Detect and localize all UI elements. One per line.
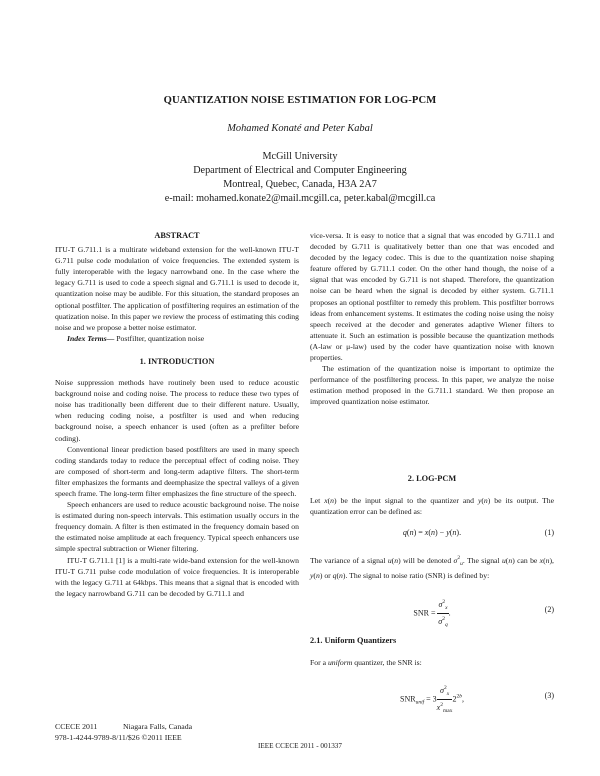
section2-intro: Let x(n) be the input signal to the quantizer and y(n) be its output. The quantization error can be defined as: bbox=[310, 496, 554, 517]
footer-isbn: 978-1-4244-9789-8/11/$26 ©2011 IEEE bbox=[55, 733, 182, 742]
index-terms bbox=[55, 333, 299, 344]
section21-heading: 2.1. Uniform Quantizers bbox=[310, 636, 397, 645]
right-paragraph-1: vice-versa. It is easy to notice that a signal that was encoded by G.711.1 and decoded by G.711 is qualitatively better than one that was encoded and decoded by the legacy codec. This is due to the quantization noise shaping feature offered by G.711.1 coder. On the other hand though, the noise of a signal that was encoded by G.711 is not shaped. Therefore, the quantization noise can be heard when the signal is decoded by either system. G.711.1 proposes an optional postfilter to remedy this problem. This postfilter borrows ideas from enhancement systems. It estimates the coding noise using the noisy speech received at the decoder and generates adaptive Wiener filters to attenuate it. Such an estimation is possible because the quantization methods (A-law or μ-law) used by the coder have quantization noise with known properties. bbox=[310, 231, 554, 363]
intro-paragraph-4: ITU-T G.711.1 [1] is a multi-rate wide-band extension for the well-known ITU-T G.711 pulse code modulation of voice frequencies. It is interoperable with the legacy G.711 at 64kbps. This means that a signal that is encoded with the legacy narrowband G.711 can be decoded by G.711.1 and bbox=[55, 555, 299, 598]
paper-authors: Mohamed Konaté and Peter Kabal bbox=[227, 123, 373, 134]
index-terms-label: Index Terms— bbox=[67, 333, 115, 343]
abstract-text: ITU-T G.711.1 is a multirate wideband extension for the well-known ITU-T G.711 pulse code modulation of voice frequencies. The extended system is fully interoperable with the legacy narrowband one. In the case where the legacy G.711 is used to code a speech signal and G.711.1 is used to decode it, quantization noise may be audible. For this situation, the standard proposes an optional postfilter. The application of postfiltering requires an estimation of the quatization noise. In this paper we review the process of estimating this coding noise and we propose a better noise estimator. bbox=[55, 245, 299, 332]
affiliation-email: e-mail: mohamed.konate2@mail.mcgill.ca, peter.kabal@mcgill.ca bbox=[164, 193, 436, 204]
index-terms-list: Postfilter, quantization noise bbox=[114, 333, 205, 343]
equation-3-number: (3) bbox=[544, 691, 554, 700]
section2-heading: 2. LOG-PCM bbox=[407, 474, 457, 483]
footer-conference: CCECE 2011 bbox=[55, 722, 98, 731]
intro-paragraph-1: Noise suppression methods have routinely been used to reduce acoustic background noise and coding noise. The process to reduce these two types of noise has traditionally been different due to their different nature. Usually, when reducing coding noise, a postfilter is used and when reducing background noise, a speech enhancer is used (often as a prefilter before coding). bbox=[55, 378, 299, 443]
equation-1-number: (1) bbox=[544, 528, 554, 537]
affiliation-department: Department of Electrical and Computer Engineering bbox=[193, 165, 407, 176]
affiliation-university: McGill University bbox=[262, 151, 338, 162]
right-column bbox=[310, 230, 554, 408]
right-paragraph-2: The estimation of the quantization noise is important to optimize the performance of the postfiltering process. In this paper, we analyze the noise estimation method proposed in the G.711.1 standard. We then propose an improved quantization noise estimator. bbox=[310, 364, 554, 407]
footer-location: Niagara Falls, Canada bbox=[123, 722, 193, 731]
equation-1: q(n) = x(n) − y(n). (1) bbox=[402, 528, 554, 537]
affiliation-address: Montreal, Quebec, Canada, H3A 2A7 bbox=[223, 179, 377, 190]
equation-3: $SNR_{unif} = 3$ $\frac{\sigma^2_x}{x^2_{max}}$ $2^{2b}$, (3) bbox=[400, 685, 554, 714]
section21-intro: For a uniform quantizer, the SNR is: bbox=[310, 658, 422, 667]
equation-2-number: (2) bbox=[544, 605, 554, 614]
section2-variance-text: The variance of a signal u(n) will be denoted $\sigma^2_u$. The signal u(n) can be x(n), y(n) or q(n). The signal to noise ratio (SNR) is defined by: bbox=[310, 555, 554, 581]
left-column bbox=[55, 230, 299, 599]
paper-title: QUANTIZATION NOISE ESTIMATION FOR LOG-PCM bbox=[163, 95, 437, 106]
abstract-heading: ABSTRACT bbox=[154, 231, 200, 240]
intro-paragraph-3: Speech enhancers are used to reduce acoustic background noise. The noise is estimated during non-speech intervals. This estimation usually occurs in the frequency domain. A filter is then estimated in the frequency domain based on the estimated noise amplitude at each frequency. Typical speech enhancers use simple spectral subtraction or Wiener filtering. bbox=[55, 500, 299, 554]
intro-paragraph-2: Conventional linear prediction based postfilters are used in many speech coding standards today to reduce the perceptual effect of coding noise. They are composed of short-term and long-term adaptive filters. The short-term filter emphasizes the formants and deemphasize the spectral valleys of a given speech frame. The long-term filter emphasizes the fine structure of the speech. bbox=[55, 444, 299, 498]
section1-heading: 1. INTRODUCTION bbox=[139, 356, 215, 366]
equation-2: SNR = $\frac{\sigma^2_x}{\sigma^2_q}$ . (2) bbox=[413, 599, 554, 628]
footer-page-code: IEEE CCECE 2011 - 001337 bbox=[258, 742, 342, 750]
